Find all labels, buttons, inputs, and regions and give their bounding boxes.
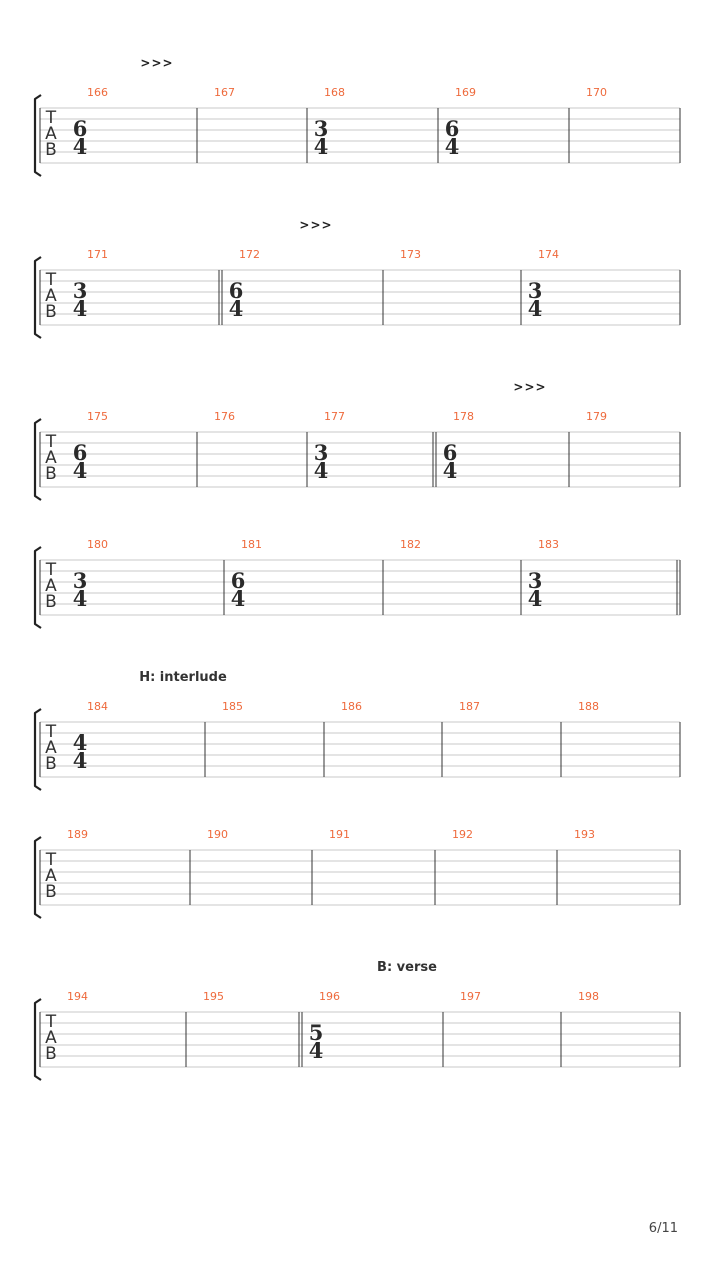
measure-number: 191 xyxy=(329,828,350,841)
measure-number: 179 xyxy=(586,410,607,423)
measure-number: 174 xyxy=(538,248,559,261)
time-signature-denominator: 4 xyxy=(72,296,88,321)
accent-mark: >>> xyxy=(513,380,547,394)
tab-system xyxy=(35,538,680,628)
measure-number: 185 xyxy=(222,700,243,713)
time-signature-numerator: 3 xyxy=(527,568,543,593)
time-signature-denominator: 4 xyxy=(308,1038,324,1063)
tab-system xyxy=(35,56,680,176)
accent-mark: >>> xyxy=(140,56,174,70)
measure-number: 189 xyxy=(67,828,88,841)
tab-clef-letter: B xyxy=(45,592,57,612)
tab-system xyxy=(35,670,680,790)
time-signature-denominator: 4 xyxy=(228,296,244,321)
measure-number: 168 xyxy=(324,86,345,99)
measure-number: 195 xyxy=(203,990,224,1003)
tab-clef-letter: A xyxy=(45,866,57,886)
measure-number: 175 xyxy=(87,410,108,423)
time-signature-denominator: 4 xyxy=(72,134,88,159)
tab-system xyxy=(35,960,680,1080)
tab-clef-letter: T xyxy=(45,560,57,580)
tab-system xyxy=(35,218,680,338)
tab-clef-letter: T xyxy=(45,850,57,870)
tab-clef-letter: T xyxy=(45,432,57,452)
tab-clef-letter: A xyxy=(45,1028,57,1048)
tab-clef-letter: T xyxy=(45,108,57,128)
time-signature-numerator: 3 xyxy=(72,278,88,303)
tab-clef-letter: A xyxy=(45,738,57,758)
time-signature-numerator: 3 xyxy=(72,568,88,593)
tab-clef-letter: B xyxy=(45,302,57,322)
tab-clef-letter: A xyxy=(45,448,57,468)
time-signature-denominator: 4 xyxy=(72,748,88,773)
tab-system xyxy=(35,380,680,500)
tab-clef-letter: T xyxy=(45,722,57,742)
time-signature-denominator: 4 xyxy=(444,134,460,159)
measure-number: 177 xyxy=(324,410,345,423)
measure-number: 183 xyxy=(538,538,559,551)
measure-number: 184 xyxy=(87,700,108,713)
measure-number: 171 xyxy=(87,248,108,261)
time-signature-denominator: 4 xyxy=(527,586,543,611)
tab-clef-letter: B xyxy=(45,464,57,484)
time-signature-numerator: 4 xyxy=(72,730,88,755)
measure-number: 194 xyxy=(67,990,88,1003)
measure-number: 172 xyxy=(239,248,260,261)
time-signature-numerator: 3 xyxy=(313,440,329,465)
time-signature-denominator: 4 xyxy=(72,586,88,611)
tab-clef-letter: B xyxy=(45,140,57,160)
measure-number: 190 xyxy=(207,828,228,841)
tab-clef-letter: A xyxy=(45,286,57,306)
section-label: B: verse xyxy=(377,960,437,975)
measure-number: 187 xyxy=(459,700,480,713)
measure-number: 167 xyxy=(214,86,235,99)
time-signature-numerator: 6 xyxy=(444,116,460,141)
time-signature-numerator: 6 xyxy=(442,440,458,465)
tab-clef-letter: T xyxy=(45,1012,57,1032)
tab-clef-letter: A xyxy=(45,576,57,596)
time-signature-denominator: 4 xyxy=(72,458,88,483)
measure-number: 180 xyxy=(87,538,108,551)
measure-number: 196 xyxy=(319,990,340,1003)
measure-number: 178 xyxy=(453,410,474,423)
time-signature-numerator: 6 xyxy=(228,278,244,303)
time-signature-numerator: 6 xyxy=(72,116,88,141)
measure-number: 166 xyxy=(87,86,108,99)
measure-number: 169 xyxy=(455,86,476,99)
tab-clef-letter: T xyxy=(45,270,57,290)
time-signature-numerator: 6 xyxy=(72,440,88,465)
tab-clef-letter: B xyxy=(45,754,57,774)
time-signature-numerator: 3 xyxy=(527,278,543,303)
accent-mark: >>> xyxy=(299,218,333,232)
measure-number: 173 xyxy=(400,248,421,261)
tab-clef-letter: B xyxy=(45,1044,57,1064)
tab-clef-letter: B xyxy=(45,882,57,902)
time-signature-denominator: 4 xyxy=(527,296,543,321)
page-number: 6/11 xyxy=(648,1221,678,1236)
measure-number: 181 xyxy=(241,538,262,551)
measure-number: 197 xyxy=(460,990,481,1003)
time-signature-numerator: 6 xyxy=(230,568,246,593)
time-signature-denominator: 4 xyxy=(313,134,329,159)
section-label: H: interlude xyxy=(139,670,227,685)
time-signature-denominator: 4 xyxy=(442,458,458,483)
measure-number: 186 xyxy=(341,700,362,713)
measure-number: 193 xyxy=(574,828,595,841)
measure-number: 170 xyxy=(586,86,607,99)
measure-number: 182 xyxy=(400,538,421,551)
measure-number: 188 xyxy=(578,700,599,713)
tab-clef-letter: A xyxy=(45,124,57,144)
time-signature-denominator: 4 xyxy=(230,586,246,611)
measure-number: 192 xyxy=(452,828,473,841)
time-signature-numerator: 5 xyxy=(308,1020,324,1045)
measure-number: 176 xyxy=(214,410,235,423)
measure-number: 198 xyxy=(578,990,599,1003)
tab-system xyxy=(35,828,680,918)
time-signature-numerator: 3 xyxy=(313,116,329,141)
time-signature-denominator: 4 xyxy=(313,458,329,483)
